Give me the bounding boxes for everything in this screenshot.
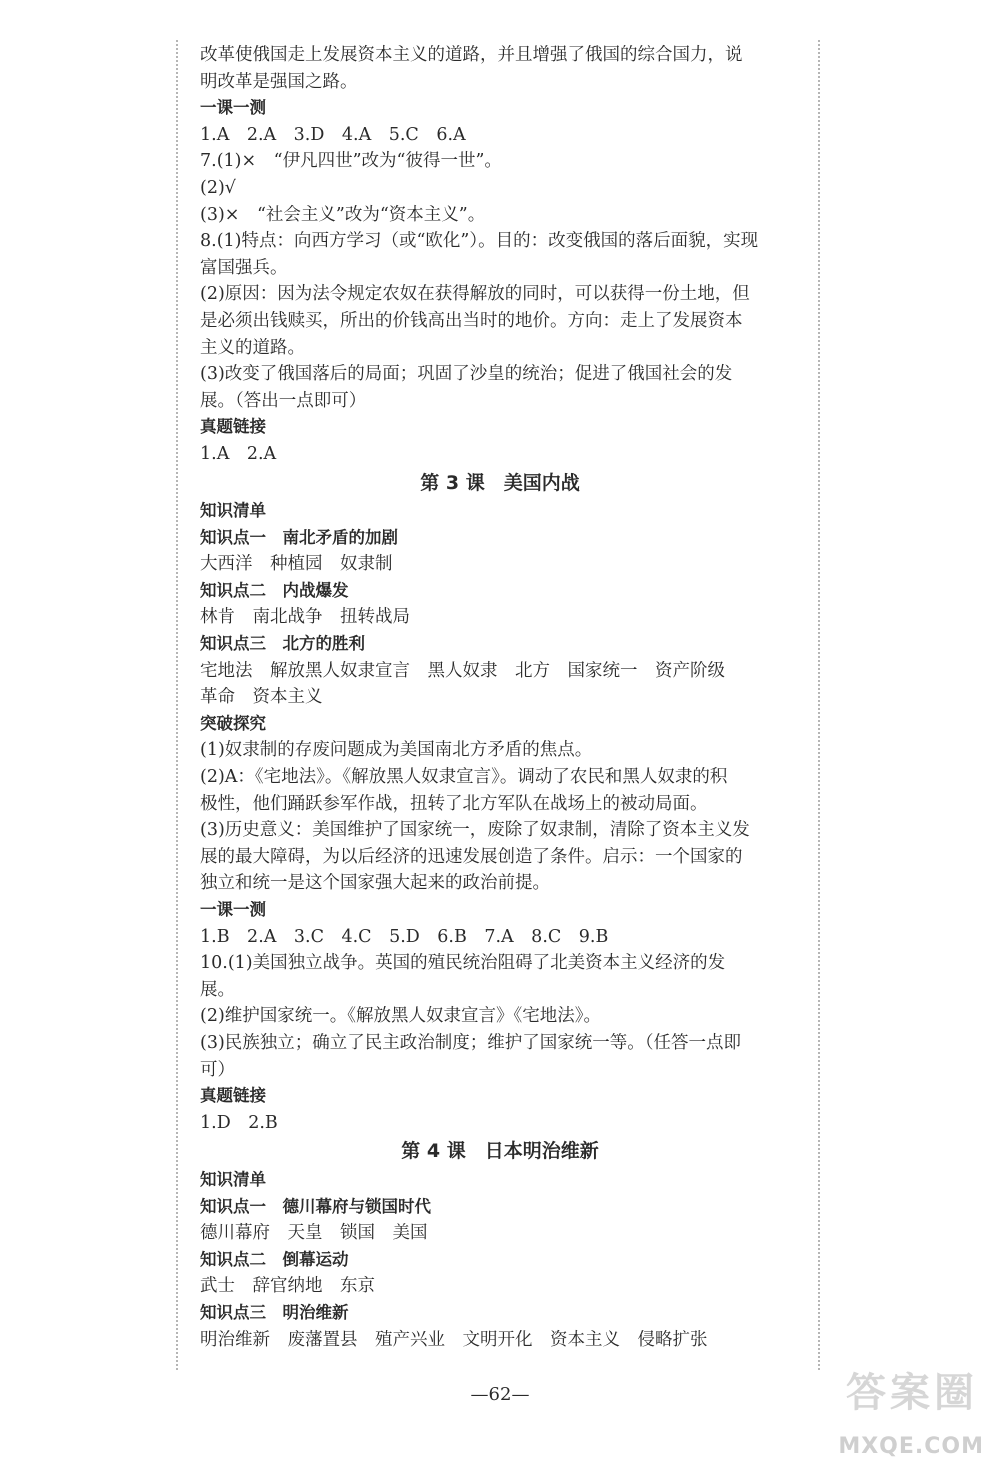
section-heading: 知识点一 南北矛盾的加剧 <box>200 527 398 547</box>
watermark-logo: 答案圈 <box>846 1370 978 1416</box>
text-line: 富国强兵。 <box>200 257 288 278</box>
text-line: 1.D 2.B <box>200 1112 278 1133</box>
watermark-url: MXQE.COM <box>838 1434 984 1459</box>
section-heading: 真题链接 <box>200 417 266 437</box>
text-line: (2)维护国家统一。《解放黑人奴隶宣言》《宅地法》。 <box>200 1006 602 1027</box>
section-heading: 知识点二 内战爆发 <box>200 580 349 600</box>
text-line: 明改革是强国之路。 <box>200 71 358 92</box>
text-line: (2)原因：因为法令规定农奴在获得解放的同时，可以获得一份土地，但 <box>200 284 750 305</box>
left-margin-rule <box>176 40 178 1370</box>
text-line: (2)√ <box>200 177 236 198</box>
text-line: 改革使俄国走上发展资本主义的道路，并且增强了俄国的综合国力，说 <box>200 45 743 65</box>
text-line: 展的最大障碍，为以后经济的迅速发展创造了条件。启示：一个国家的 <box>200 846 743 867</box>
text-line: 1.A 2.A <box>200 443 277 464</box>
text-line: 是必须出钱赎买，所出的价钱高出当时的地价。方向：走上了发展资本 <box>200 310 743 331</box>
text-line: 1.A 2.A 3.D 4.A 5.C 6.A <box>200 124 466 145</box>
text-line: 武士 辞官纳地 东京 <box>200 1276 375 1297</box>
text-line: 7.(1)× “伊凡四世”改为“彼得一世”。 <box>200 151 502 172</box>
text-line: (1)奴隶制的存废问题成为美国南北方矛盾的焦点。 <box>200 740 593 761</box>
text-line: (3)× “社会主义”改为“资本主义”。 <box>200 204 486 225</box>
section-heading: 一课一测 <box>200 98 266 118</box>
watermark <box>828 1361 988 1461</box>
text-line: (2)A：《宅地法》。《解放黑人奴隶宣言》。调动了农民和黑人奴隶的积 <box>200 767 728 788</box>
answer-content <box>200 42 800 1353</box>
text-line: 8.(1)特点：向西方学习（或“欧化”）。目的：改变俄国的落后面貌，实现 <box>200 231 759 252</box>
text-line: 大西洋 种植园 奴隶制 <box>200 554 393 575</box>
lesson-title: 第 3 课 美国内战 <box>420 471 580 494</box>
text-line: 可） <box>200 1059 235 1080</box>
text-line: 展。（答出一点即可） <box>200 390 367 411</box>
text-line: 德川幕府 天皇 锁国 美国 <box>200 1223 428 1244</box>
text-line: 革命 资本主义 <box>200 687 323 708</box>
section-heading: 知识点二 倒幕运动 <box>200 1249 349 1269</box>
page-number: —62— <box>470 1384 530 1405</box>
text-line: 独立和统一是这个国家强大起来的政治前提。 <box>200 873 550 894</box>
section-heading: 一课一测 <box>200 900 266 919</box>
text-line: 1.B 2.A 3.C 4.C 5.D 6.B 7.A 8.C 9.B <box>200 926 609 947</box>
text-line: 展。 <box>200 979 235 1000</box>
section-heading: 知识清单 <box>200 501 266 521</box>
section-heading: 知识点三 北方的胜利 <box>200 634 365 654</box>
text-line: (3)改变了俄国落后的局面；巩固了沙皇的统治；促进了俄国社会的发 <box>200 364 733 385</box>
lesson-title: 第 4 课 日本明治维新 <box>401 1140 599 1163</box>
text-line: (3)历史意义：美国维护了国家统一，废除了奴隶制，清除了资本主义发 <box>200 820 750 841</box>
text-line: (3)民族独立；确立了民主政治制度；维护了国家统一等。（任答一点即 <box>200 1032 742 1053</box>
text-line: 主义的道路。 <box>200 337 305 358</box>
text-line: 明治维新 废藩置县 殖产兴业 文明开化 资本主义 侵略扩张 <box>200 1329 708 1350</box>
text-line: 极性，他们踊跃参军作战，扭转了北方军队在战场上的被动局面。 <box>200 793 708 814</box>
section-heading: 知识点三 明治维新 <box>200 1302 349 1322</box>
section-heading: 知识点一 德川幕府与锁国时代 <box>200 1196 431 1216</box>
text-line: 10.(1)美国独立战争。英国的殖民统治阻碍了北美资本主义经济的发 <box>200 953 726 974</box>
right-margin-rule <box>818 40 820 1370</box>
section-heading: 突破探究 <box>200 713 266 733</box>
text-line: 宅地法 解放黑人奴隶宣言 黑人奴隶 北方 国家统一 资产阶级 <box>200 660 725 681</box>
section-heading: 真题链接 <box>200 1086 266 1106</box>
section-heading: 知识清单 <box>200 1169 266 1189</box>
text-line: 林肯 南北战争 扭转战局 <box>200 607 410 628</box>
